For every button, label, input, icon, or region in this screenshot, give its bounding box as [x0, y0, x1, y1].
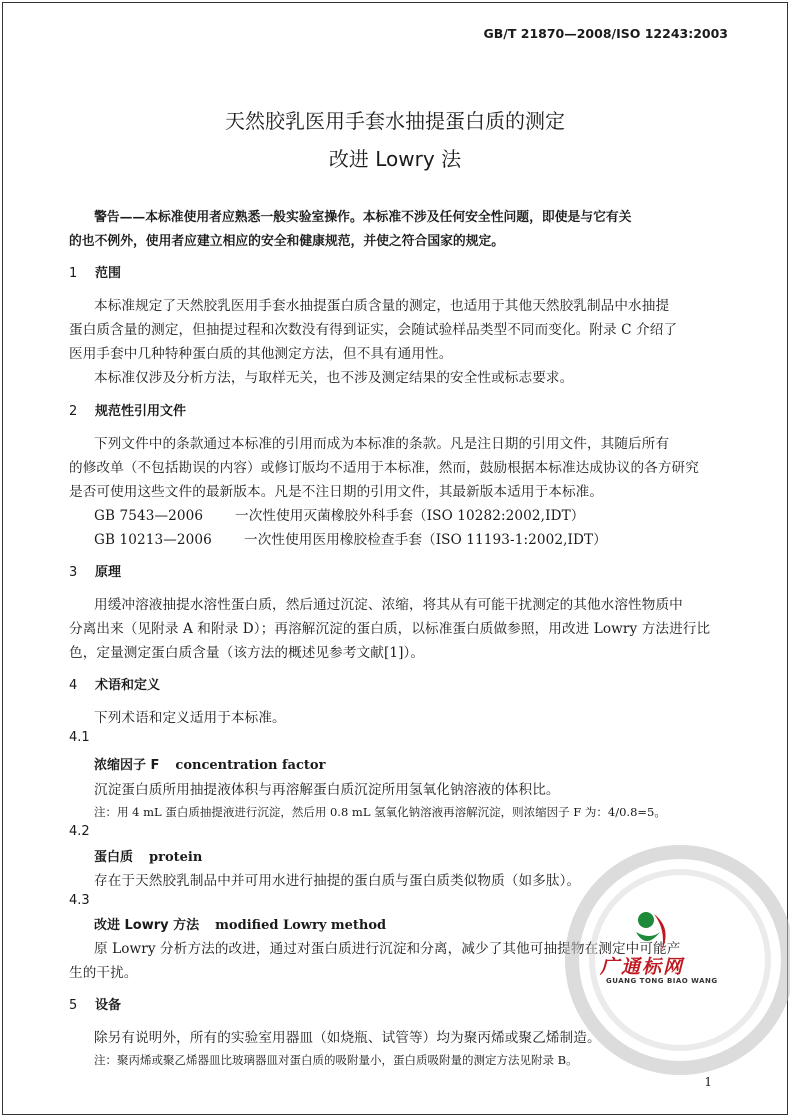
term-definition: 原 Lowry 分析方法的改进，通过对蛋白质进行沉淀和分离，减少了其他可抽提物在测定中可能产: [94, 941, 681, 957]
watermark-subtext: GUANG TONG BIAO WANG: [606, 977, 718, 985]
paragraph-line: 分离出来（见附录 A 和附录 D）；再溶解沉淀的蛋白质，以标准蛋白质做参照，用改进 Lowry 方法进行比: [69, 621, 711, 637]
clause-number: 4.2: [69, 824, 90, 839]
term-en: modified Lowry method: [215, 918, 387, 933]
reference-code: GB 7543—2006: [94, 508, 204, 524]
reference-item: [94, 528, 607, 548]
paragraph-line: 蛋白质含量的测定，但抽提过程和次数没有得到证实，会随试验样品类型不同而变化。附录 C 介绍了: [69, 322, 678, 338]
section-title: 设备: [95, 998, 122, 1013]
section-number: 4: [69, 678, 78, 693]
section-title: 原理: [95, 565, 122, 580]
term-definition: 沉淀蛋白质所用抽提液体积与再溶解蛋白质沉淀所用氢氧化钠溶液的体积比。: [94, 782, 560, 798]
paragraph-line: 的修改单（不包括勘误的内容）或修订版均不适用于本标准，然而，鼓励根据本标准达成协议的各方研究: [69, 460, 699, 476]
paragraph-line: 本标准规定了天然胶乳医用手套水抽提蛋白质含量的测定，也适用于其他天然胶乳制品中水抽提: [94, 298, 670, 314]
standard-number: GB/T 21870—2008/ISO 12243:2003: [483, 26, 728, 41]
section-number: 5: [69, 998, 78, 1013]
paragraph-line: 除另有说明外，所有的实验室用器皿（如烧瓶、试管等）均为聚丙烯或聚乙烯制造。: [94, 1030, 601, 1046]
paragraph-line: 色，定量测定蛋白质含量（该方法的概述见参考文献[1]）。: [69, 645, 425, 661]
reference-code: GB 10213—2006: [94, 532, 212, 548]
document-title: 天然胶乳医用手套水抽提蛋白质的测定: [225, 109, 565, 133]
term-zh: 改进 Lowry 方法: [94, 918, 200, 933]
section-title: 术语和定义: [95, 678, 161, 693]
term-zh: 蛋白质: [94, 850, 134, 865]
paragraph-line: 本标准仅涉及分析方法，与取样无关，也不涉及测定结果的安全性或标志要求。: [94, 370, 574, 386]
note: 注：聚丙烯或聚乙烯器皿比玻璃器皿对蛋白质的吸附量小，蛋白质吸附量的测定方法见附录 B。: [94, 1053, 578, 1067]
paragraph-line: 医用手套中几种特种蛋白质的其他测定方法，但不具有通用性。: [69, 346, 453, 362]
reference-title: 一次性使用灭菌橡胶外科手套（ISO 10282:2002,IDT）: [235, 508, 585, 524]
document-subtitle: 改进 Lowry 法: [328, 147, 462, 171]
term-definition: 存在于天然胶乳制品中并可用水进行抽提的蛋白质与蛋白质类似物质（如多肽）。: [94, 873, 581, 889]
reference-item: [94, 504, 584, 524]
term-en: concentration factor: [175, 758, 326, 773]
section-4-heading: [69, 674, 160, 693]
paragraph-line: 是否可使用这些文件的最新版本。凡是不注日期的引用文件，其最新版本适用于本标准。: [69, 484, 604, 500]
term-zh: 浓缩因子 F: [94, 758, 160, 773]
section-number: 1: [69, 266, 78, 281]
clause-number: 4.1: [69, 730, 90, 745]
term-en: protein: [149, 850, 203, 865]
term-heading: [94, 914, 386, 933]
section-1-heading: [69, 262, 121, 281]
reference-title: 一次性使用医用橡胶检查手套（ISO 11193-1:2002,IDT）: [244, 532, 607, 548]
page-number: 1: [704, 1075, 712, 1089]
warning-line-1: 警告——本标准使用者应熟悉一般实验室操作。本标准不涉及任何安全性问题，即使是与它有关: [94, 210, 632, 225]
section-title: 规范性引用文件: [95, 404, 187, 419]
section-3-heading: [69, 561, 121, 580]
section-title: 范围: [95, 266, 122, 281]
section-number: 3: [69, 565, 78, 580]
paragraph-line: 下列术语和定义适用于本标准。: [94, 710, 286, 726]
paragraph-line: 用缓冲溶液抽提水溶性蛋白质，然后通过沉淀、浓缩，将其从有可能干扰测定的其他水溶性物质中: [94, 597, 683, 613]
term-definition: 生的干扰。: [69, 965, 138, 981]
note: 注：用 4 mL 蛋白质抽提液进行沉淀，然后用 0.8 mL 氢氧化钠溶液再溶解沉淀，则浓缩因子 F 为：4/0.8=5。: [94, 805, 666, 819]
warning-line-2: 的也不例外，使用者应建立相应的安全和健康规范，并使之符合国家的规定。: [69, 234, 505, 249]
section-5-heading: [69, 994, 121, 1013]
watermark-text: 广通标网: [600, 956, 685, 978]
paragraph-line: 下列文件中的条款通过本标准的引用而成为本标准的条款。凡是注日期的引用文件，其随后所有: [94, 436, 670, 452]
term-heading: [94, 754, 325, 773]
section-number: 2: [69, 404, 78, 419]
section-2-heading: [69, 400, 186, 419]
term-heading: [94, 846, 202, 865]
clause-number: 4.3: [69, 893, 90, 908]
